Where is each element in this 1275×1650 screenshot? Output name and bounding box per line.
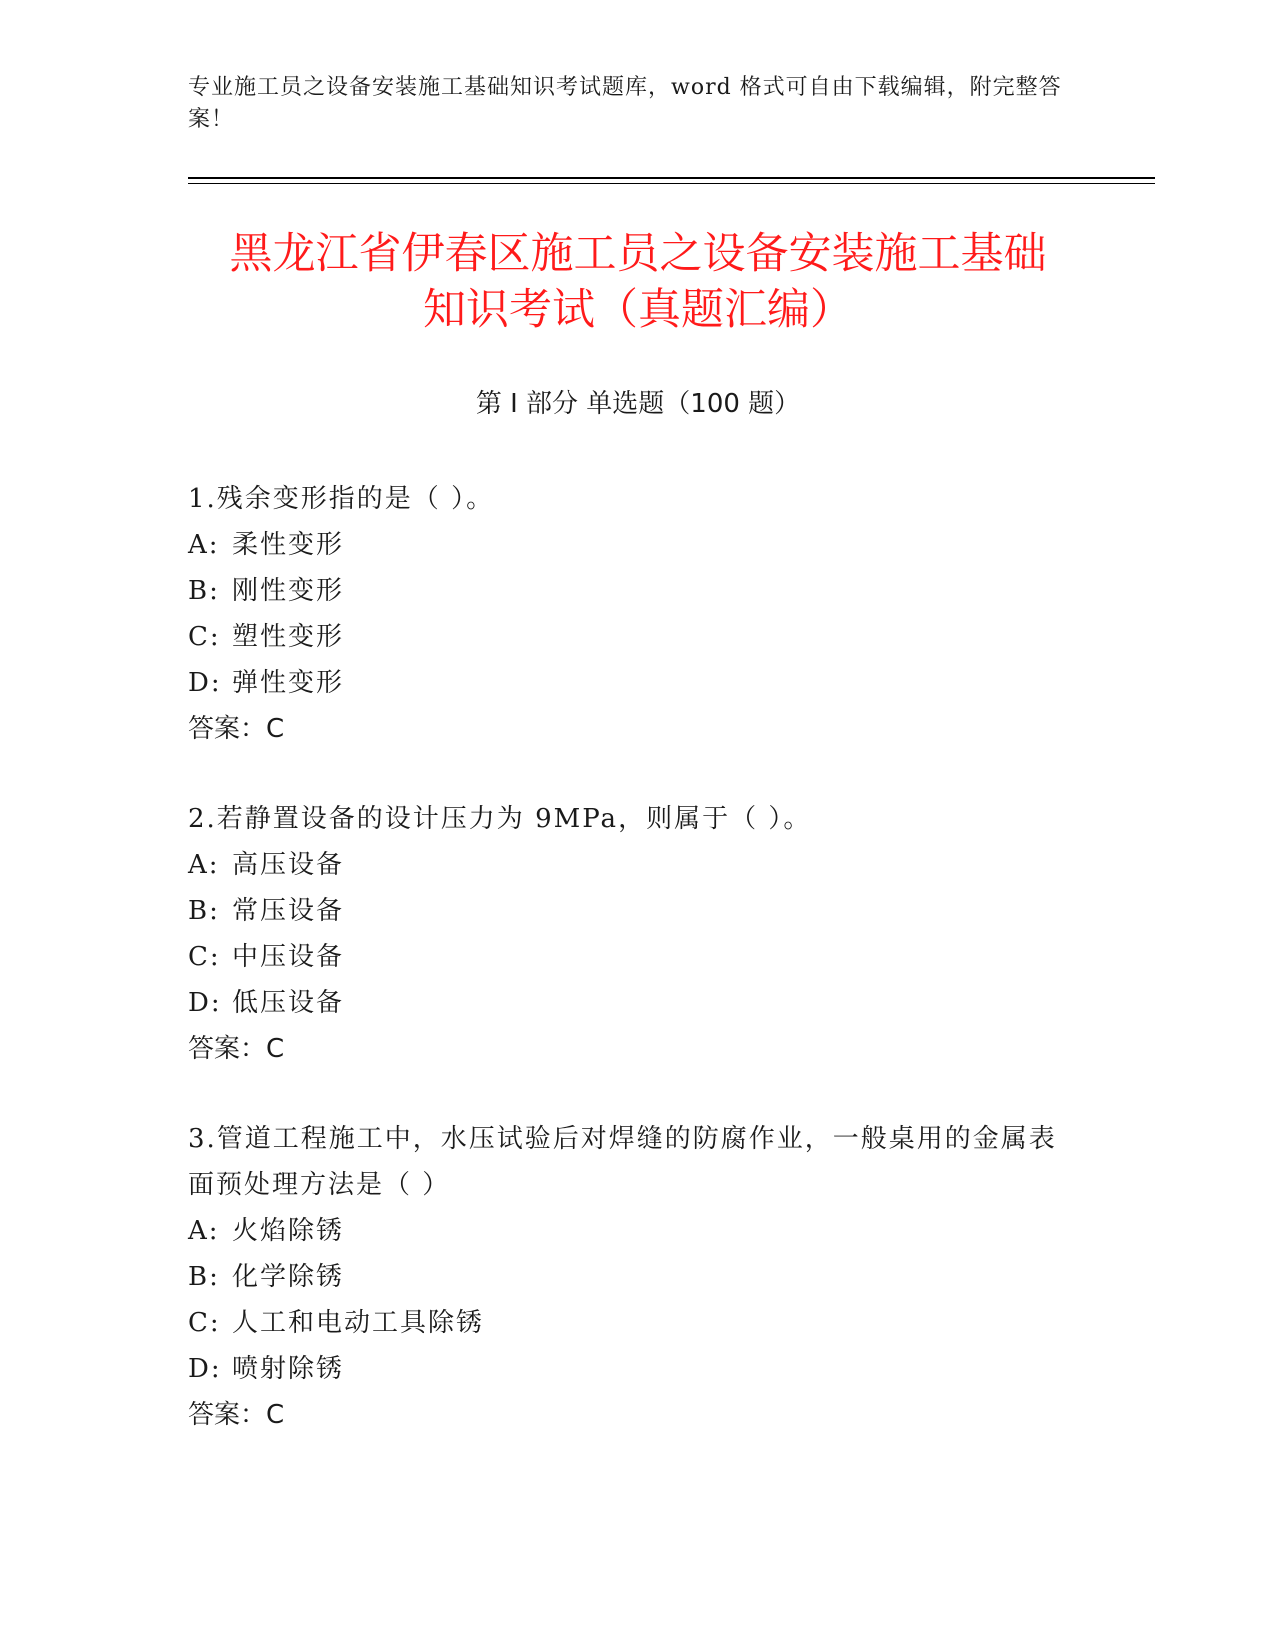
option-key: C: [188,622,221,652]
option-text: 高压设备 [232,850,345,880]
option-a [188,1208,1068,1254]
option-text: 人工和电动工具除锈 [232,1308,485,1338]
option-b [188,888,1068,934]
option-text: 弹性变形 [232,668,345,698]
option-key: C: [188,1308,221,1338]
option-key: A: [188,850,220,880]
option-key: C: [188,942,221,972]
section-title: 第 I 部分 单选题（100 题） [475,389,801,419]
option-b [188,568,1068,614]
option-text: 喷射除锈 [232,1354,345,1384]
document-title-line-2: 知识考试（真题汇编） [423,285,853,335]
question-1 [188,476,1068,752]
option-key: D: [188,1354,222,1384]
question-stem: 2.若静置设备的设计压力为 9MPa，则属于（ ）。 [188,804,812,834]
answer-label: 答案：C [188,1400,285,1430]
header-note: 专业施工员之设备安装施工基础知识考试题库，word 格式可自由下载编辑，附完整答案！ [188,75,1062,132]
header-divider-thick [188,177,1155,179]
answer-label: 答案：C [188,714,285,744]
option-key: D: [188,988,222,1018]
option-a [188,842,1068,888]
question-stem: 1.残余变形指的是（ ）。 [188,484,495,514]
option-text: 柔性变形 [232,530,345,560]
option-text: 化学除锈 [232,1262,345,1292]
option-d [188,660,1068,706]
option-text: 火焰除锈 [232,1216,345,1246]
document-title [188,226,1088,338]
question-list [188,476,1068,1482]
question-2 [188,796,1068,1072]
option-key: A: [188,1216,220,1246]
option-c [188,934,1068,980]
question-stem: 3.管道工程施工中，水压试验后对焊缝的防腐作业，一般桌用的金属表面预处理方法是（ ） [188,1124,1057,1200]
option-text: 中压设备 [232,942,345,972]
option-key: D: [188,668,222,698]
option-key: B: [188,576,220,606]
question-3 [188,1116,1068,1438]
option-c [188,614,1068,660]
option-text: 刚性变形 [232,576,345,606]
option-c [188,1300,1068,1346]
option-text: 低压设备 [232,988,345,1018]
answer-label: 答案：C [188,1034,285,1064]
option-d [188,1346,1068,1392]
option-text: 塑性变形 [232,622,345,652]
option-key: B: [188,896,220,926]
option-key: B: [188,1262,220,1292]
option-d [188,980,1068,1026]
option-b [188,1254,1068,1300]
header-divider-thin [188,183,1155,184]
document-title-line-1: 黑龙江省伊春区施工员之设备安装施工基础 [229,229,1047,279]
option-key: A: [188,530,220,560]
option-text: 常压设备 [232,896,345,926]
option-a [188,522,1068,568]
